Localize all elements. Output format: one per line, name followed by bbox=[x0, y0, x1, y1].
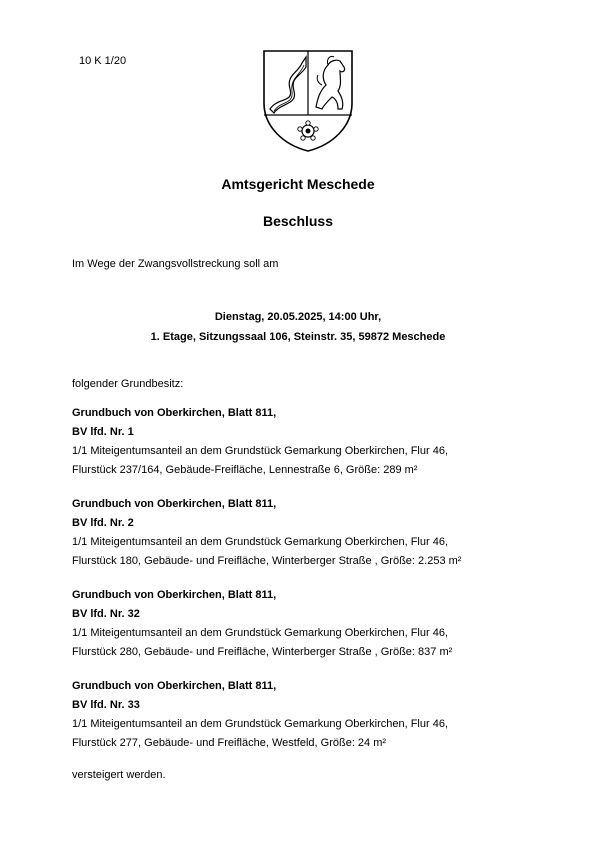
bv-number: BV lfd. Nr. 33 bbox=[72, 699, 140, 711]
court-name: Amtsgericht Meschede bbox=[221, 176, 375, 192]
nrw-coat-of-arms-icon bbox=[260, 45, 356, 155]
land-register-line: Grundbuch von Oberkirchen, Blatt 811, bbox=[72, 680, 277, 692]
intro-text: Im Wege der Zwangsvollstreckung soll am bbox=[72, 258, 279, 270]
auction-date-line: Dienstag, 20.05.2025, 14:00 Uhr, bbox=[214, 311, 382, 323]
following-property-label: folgender Grundbesitz: bbox=[72, 378, 184, 390]
property-list bbox=[72, 404, 572, 768]
property-entry-2 bbox=[72, 495, 572, 571]
decision-title: Beschluss bbox=[262, 213, 334, 229]
auction-location-line: 1. Etage, Sitzungssaal 106, Steinstr. 35, 59872 Meschede bbox=[150, 331, 446, 343]
property-entry-1 bbox=[72, 404, 572, 480]
bv-number: BV lfd. Nr. 1 bbox=[72, 426, 134, 438]
land-register-line: Grundbuch von Oberkirchen, Blatt 811, bbox=[72, 498, 277, 510]
property-description-line-2: Flurstück 280, Gebäude- und Freifläche, Winterberger Straße , Größe: 837 m² bbox=[72, 646, 453, 658]
closing-text: versteigert werden. bbox=[72, 769, 166, 781]
property-description-line-2: Flurstück 180, Gebäude- und Freifläche, Winterberger Straße , Größe: 2.253 m² bbox=[72, 555, 462, 567]
property-entry-4 bbox=[72, 677, 572, 753]
property-description-line-2: Flurstück 277, Gebäude- und Freifläche, Westfeld, Größe: 24 m² bbox=[72, 737, 387, 749]
property-description-line-2: Flurstück 237/164, Gebäude-Freifläche, Lennestraße 6, Größe: 289 m² bbox=[72, 464, 418, 476]
property-description-line-1: 1/1 Miteigentumsanteil an dem Grundstück Gemarkung Oberkirchen, Flur 46, bbox=[72, 445, 449, 457]
property-description-line-1: 1/1 Miteigentumsanteil an dem Grundstück Gemarkung Oberkirchen, Flur 46, bbox=[72, 536, 449, 548]
property-description-line-1: 1/1 Miteigentumsanteil an dem Grundstück Gemarkung Oberkirchen, Flur 46, bbox=[72, 627, 449, 639]
bv-number: BV lfd. Nr. 2 bbox=[72, 517, 134, 529]
property-entry-3 bbox=[72, 586, 572, 662]
land-register-line: Grundbuch von Oberkirchen, Blatt 811, bbox=[72, 589, 277, 601]
auction-date-block bbox=[0, 307, 596, 347]
case-reference: 10 K 1/20 bbox=[79, 55, 127, 67]
property-description-line-1: 1/1 Miteigentumsanteil an dem Grundstück Gemarkung Oberkirchen, Flur 46, bbox=[72, 718, 449, 730]
bv-number: BV lfd. Nr. 32 bbox=[72, 608, 140, 620]
land-register-line: Grundbuch von Oberkirchen, Blatt 811, bbox=[72, 407, 277, 419]
